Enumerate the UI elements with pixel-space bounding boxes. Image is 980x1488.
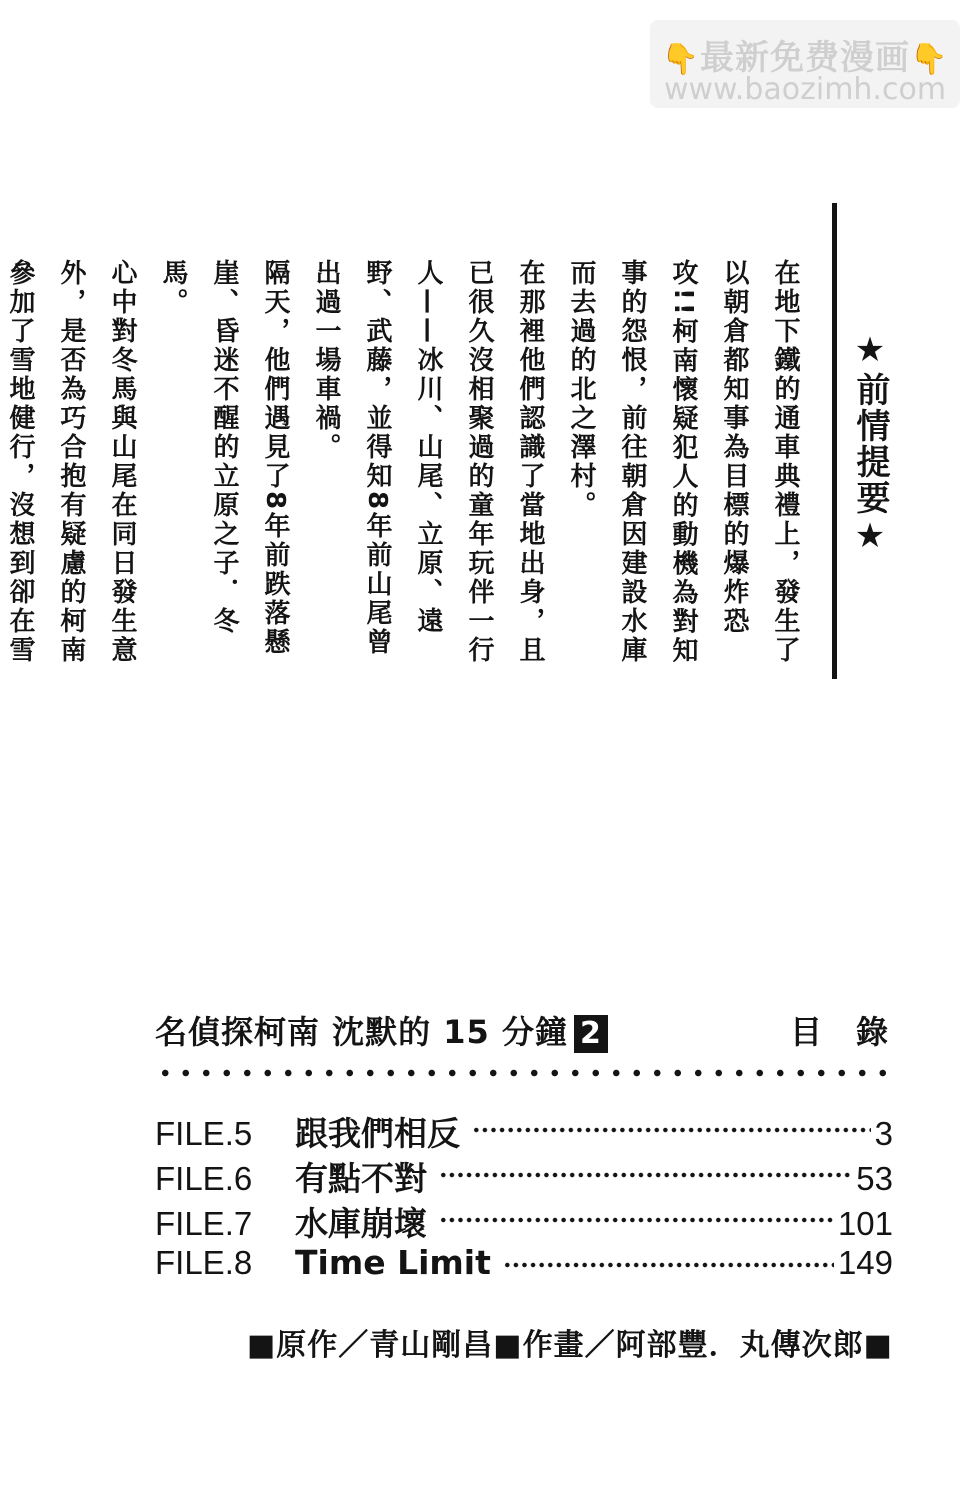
toc-entry[interactable] (155, 1243, 893, 1287)
summary-paragraph: 在地下鐵的通車典禮上，發生了以朝倉都知事為目標的爆炸恐攻!!柯南懷疑犯人的動機為對知事的怨恨，前往朝倉因建設水庫而去過的北之澤村。 (566, 259, 800, 666)
toc-page-number: 53 (856, 1160, 893, 1197)
toc-page-number: 3 (874, 1115, 893, 1152)
toc-dotted-divider (155, 1066, 895, 1080)
toc-file-number: FILE.5 (155, 1115, 253, 1152)
summary-body (5, 203, 810, 683)
toc-page-number: 101 (837, 1205, 893, 1242)
summary-paragraph: 隔天，他們遇見了8年前跌落懸崖、昏迷不醒的立原之子．冬馬。 (158, 259, 290, 658)
summary-divider (832, 203, 837, 679)
volume-badge: 2 (574, 1015, 608, 1053)
toc-entry[interactable] (155, 1198, 893, 1242)
toc-page-number: 149 (837, 1244, 893, 1281)
toc-chapter-title: 有點不對 (295, 1159, 427, 1198)
toc-file-number: FILE.8 (155, 1244, 253, 1281)
toc-file-number: FILE.7 (155, 1205, 253, 1242)
toc-chapter-title: 跟我們相反 (295, 1114, 460, 1153)
toc-leader-dots (439, 1171, 852, 1179)
toc-file-number: FILE.6 (155, 1160, 253, 1197)
toc-leader-dots (439, 1216, 834, 1224)
toc-chapter-title: 水庫崩壞 (295, 1204, 427, 1243)
summary-paragraph: 心中對冬馬與山尾在同日發生意外，是否為巧合抱有疑慮的柯南參加了雪地健行，沒想到卻在雪 (5, 259, 137, 665)
book-title (155, 1007, 608, 1053)
summary-paragraph: 在那裡他們認識了當地出身，且已很久沒相聚過的童年玩伴一行人——冰川、山尾、立原、遠野、武藤，並得知8年前山尾曾出過一場車禍。 (311, 259, 545, 665)
pointing-down-icon: 👇 (910, 42, 949, 77)
credits: ■原作／青山剛昌■作畫／阿部豐．丸傳次郎■ (246, 1328, 893, 1363)
toc-entry[interactable] (155, 1108, 893, 1152)
watermark (650, 20, 960, 108)
toc-entry[interactable] (155, 1153, 893, 1197)
toc-chapter-title: Time Limit (295, 1243, 491, 1282)
watermark-url: www.baozimh.com (663, 72, 947, 107)
summary-title: ★前情提要★ (850, 330, 890, 558)
watermark-text: 最新免费漫画 (700, 38, 910, 78)
toc-leader-dots (472, 1126, 871, 1134)
book-title-text: 名偵探柯南 沈默的 15 分鐘 (155, 1013, 568, 1051)
pointing-down-icon: 👇 (661, 42, 700, 77)
toc-leader-dots (503, 1261, 834, 1269)
toc-heading: 目錄 (790, 1013, 923, 1051)
